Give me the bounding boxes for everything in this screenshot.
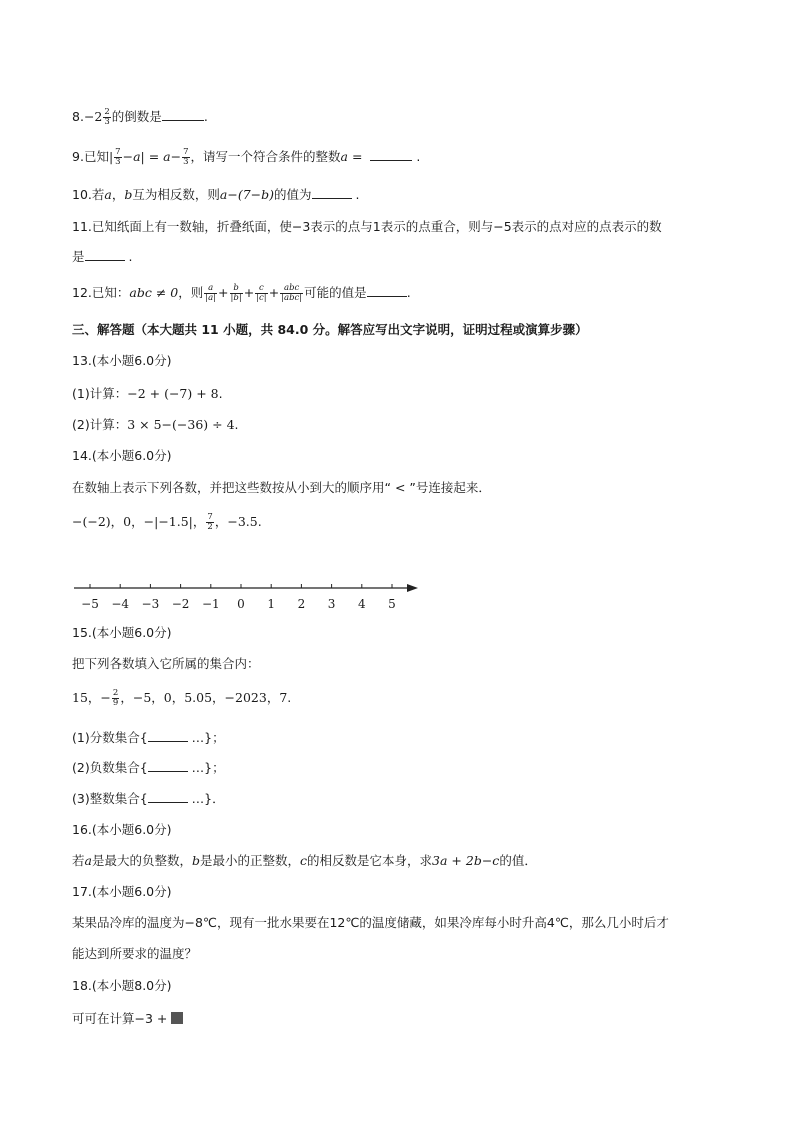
question-11-line-2: 是 . [72, 249, 133, 264]
set-fractions: (1)分数集合{ …}； [72, 730, 225, 745]
number-line-label: 1 [267, 597, 276, 611]
question-14-text: 在数轴上表示下列各数，并把这些数按从小到大的顺序用“ < ”号连接起来． [72, 480, 491, 495]
answer-blank [148, 729, 188, 742]
number-line-label: −5 [81, 597, 99, 611]
question-16-heading: 16.(本小题6.0分) [72, 822, 172, 837]
answer-blank [85, 248, 125, 261]
number-line-label: −1 [201, 597, 220, 611]
answer-blank [367, 284, 407, 297]
question-8: 8.−2 $\frac{2}{3}$ 的倒数是 . [72, 107, 208, 127]
number-line-label: 4 [357, 597, 366, 611]
number-line [70, 578, 430, 618]
question-18-heading: 18.(本小题8.0分) [72, 978, 172, 993]
question-18-text: 可可在计算−3 + [72, 1010, 183, 1028]
number-line-label: −4 [111, 597, 130, 611]
set-negatives: (2)负数集合{ …}； [72, 760, 225, 775]
question-17-heading: 17.(本小题6.0分) [72, 884, 172, 899]
question-13-part-2: (2)计算：3 × 5−(−36) ÷ 4. [72, 417, 239, 432]
number-line-label: 3 [327, 597, 336, 611]
answer-blank [148, 759, 188, 772]
question-15-text: 把下列各数填入它所属的集合内： [72, 656, 260, 671]
question-15-numbers: 15，− $\frac{2}{9}$ ，−5，0，5.05，−2023，7. [72, 688, 292, 708]
question-9: 9.已知| $\frac{7}{3}$ −a| = a− $\frac{7}{3}$ ，请写一个符合条件的整数a = . [72, 147, 421, 167]
question-11-line-1: 11.已知纸面上有一数轴，折叠纸面，使−3表示的点与1表示的点重合，则与−5表示的点对应的点表示的数 [72, 219, 662, 234]
question-13-heading: 13.(本小题6.0分) [72, 353, 172, 368]
answer-blank [162, 108, 204, 121]
question-14-numbers: −(−2)，0，−|−1.5|， $\frac{7}{2}$ ，−3.5. [72, 512, 262, 532]
answer-blank [370, 148, 412, 161]
number-line-label: 0 [237, 597, 245, 611]
question-15-heading: 15.(本小题6.0分) [72, 625, 172, 640]
number-line-label: 5 [388, 597, 396, 611]
question-10: 10.若a，b互为相反数，则a−(7−b)的值为 . [72, 187, 360, 202]
number-line-label: −3 [141, 597, 160, 611]
obscured-number-square [171, 1012, 183, 1024]
answer-blank [312, 186, 352, 199]
question-12: 12.已知：abc ≠ 0，则 $\frac{a}{|a|}$ + $\frac{b}{|b|}$ + $\frac{c}{|c|}$ + $\frac{\text{abc}}{\text{|abc|}}$ 可能的值是 . [72, 283, 411, 303]
question-16-text: 若a是最大的负整数，b是最小的正整数，c的相反数是它本身，求3a + 2b−c的值． [72, 853, 537, 868]
question-13-part-1: (1)计算：−2 + (−7) + 8. [72, 386, 223, 401]
question-17-line-1: 某果品冷库的温度为−8℃，现有一批水果要在12℃的温度储藏，如果冷库每小时升高4℃，那么几小时后才 [72, 915, 669, 930]
question-17-line-2: 能达到所要求的温度？ [72, 946, 198, 961]
answer-blank [148, 790, 188, 803]
set-integers: (3)整数集合{ …}． [72, 791, 225, 806]
number-line-label: −2 [171, 597, 190, 611]
section-heading: 三、解答题（本大题共 11 小题，共 84.0 分。解答应写出文字说明，证明过程或演算步骤） [72, 322, 588, 337]
question-14-heading: 14.(本小题6.0分) [72, 448, 172, 463]
number-line-label: 2 [297, 597, 306, 611]
number-line-arrow [407, 584, 418, 592]
